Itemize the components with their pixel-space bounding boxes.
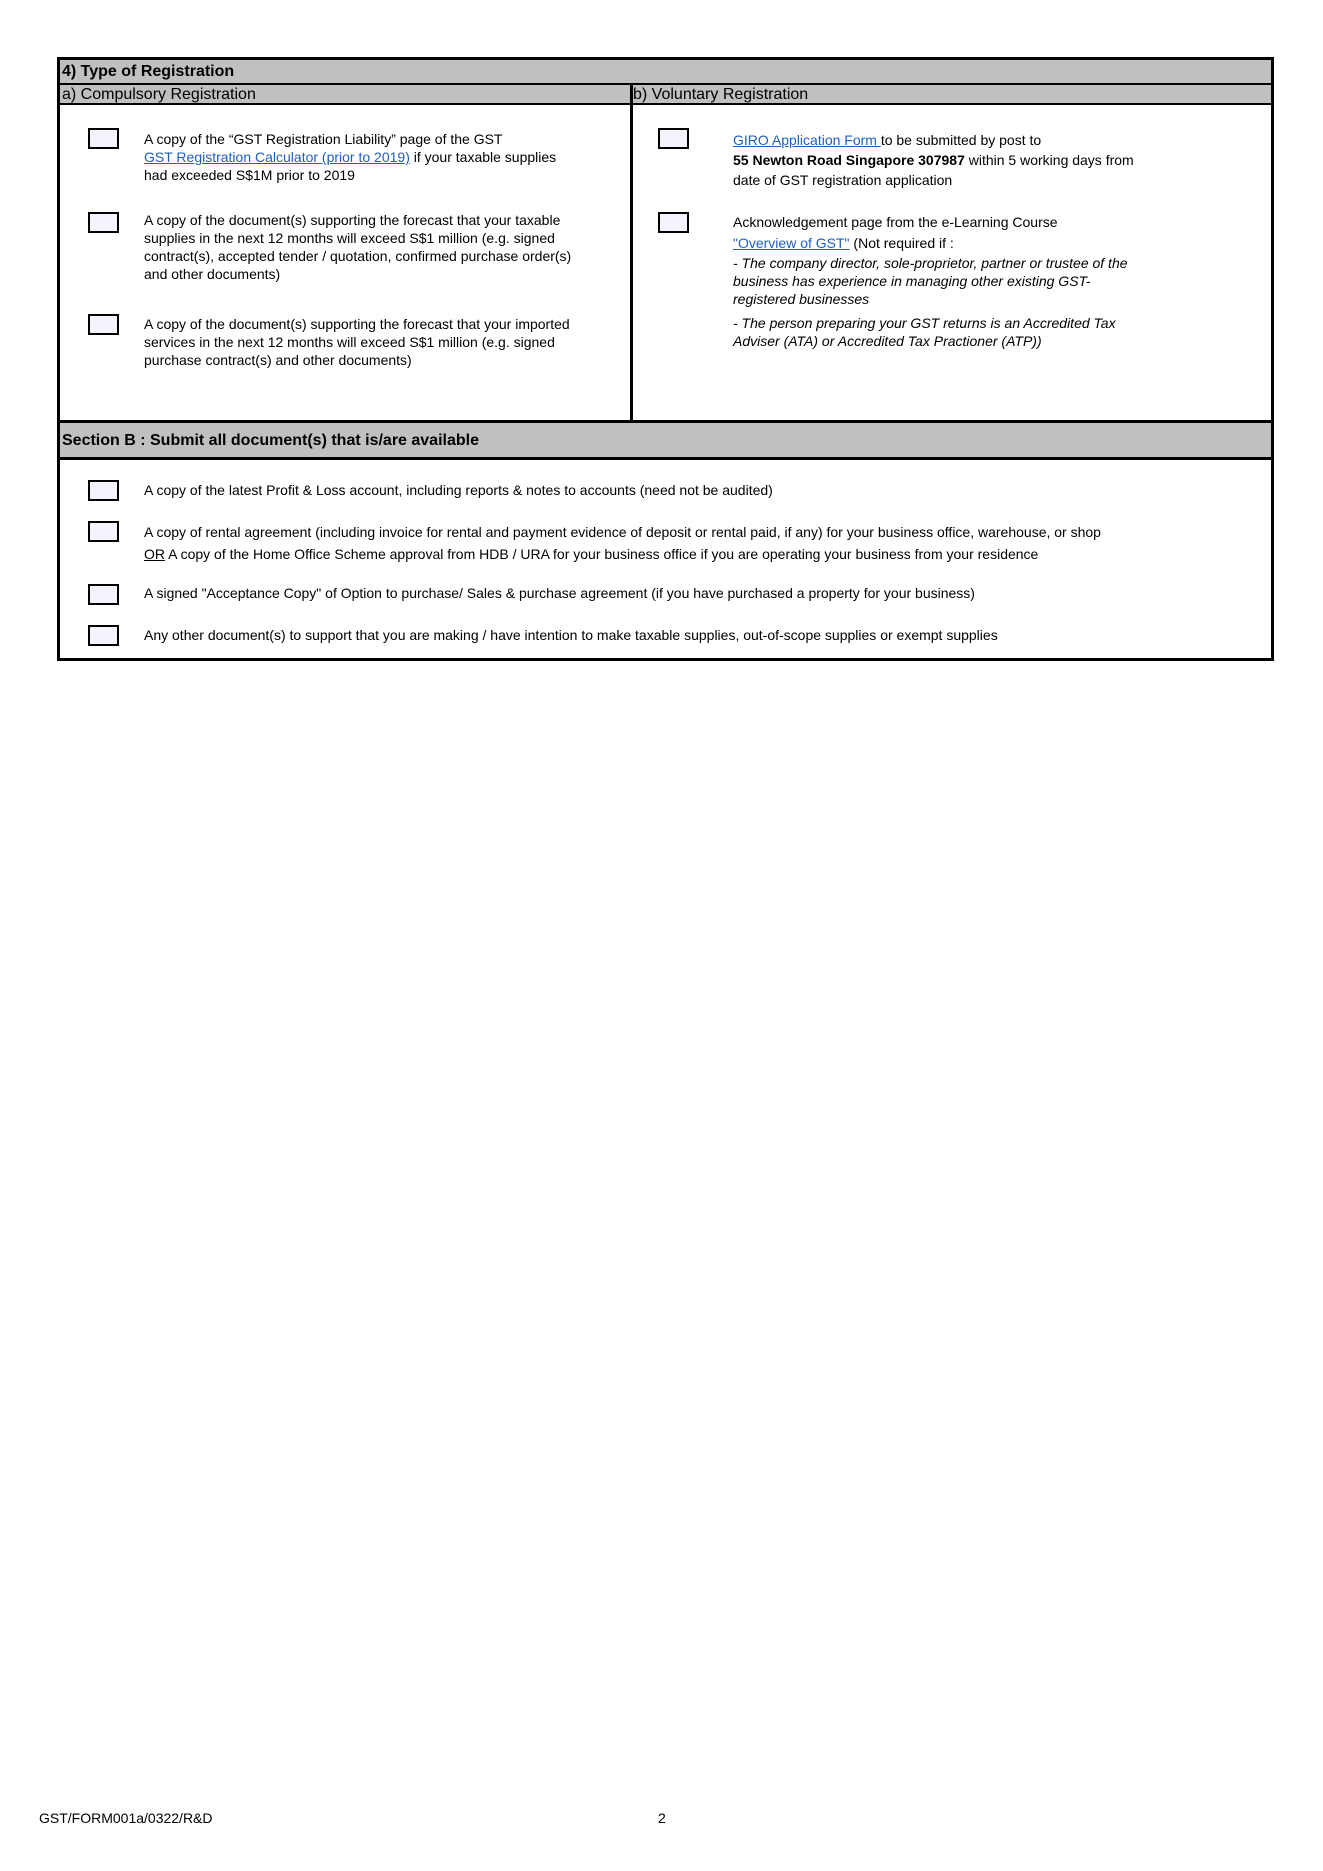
compulsory-item2-line2: supplies in the next 12 months will exceed S$1 million (e.g. signed: [144, 230, 555, 246]
section-b-item3-checkbox[interactable]: [88, 584, 119, 605]
voluntary-item2-text: [733, 213, 1243, 350]
compulsory-item1-line3: had exceeded S$1M prior to 2019: [144, 167, 355, 183]
gst-calculator-link[interactable]: GST Registration Calculator (prior to 2019): [144, 149, 410, 165]
compulsory-item2-checkbox[interactable]: [88, 212, 119, 233]
compulsory-item3-line3: purchase contract(s) and other documents): [144, 352, 412, 368]
section-b-item2-text: [144, 521, 1269, 565]
voluntary-item2-line1: Acknowledgement page from the e-Learning Course: [733, 214, 1058, 230]
section-4-header: [60, 60, 1271, 85]
voluntary-item1-line3: date of GST registration application: [733, 172, 953, 188]
section-b-item2-or: OR: [144, 546, 165, 562]
section-4-title: 4) Type of Registration: [62, 63, 235, 80]
column-divider: [630, 85, 633, 442]
section-b-item4-text: Any other document(s) to support that you are making / have intention to make taxable supplies, out-of-scope supplies or exempt supplies: [144, 627, 998, 643]
section-b-title: Section B : Submit all document(s) that is/are available: [62, 432, 479, 449]
registration-form-frame: [57, 57, 1274, 661]
compulsory-item2-line1: A copy of the document(s) supporting the forecast that your taxable: [144, 212, 561, 228]
compulsory-item1-checkbox[interactable]: [88, 128, 119, 149]
compulsory-item1-line1: A copy of the “GST Registration Liability” page of the GST: [144, 131, 503, 147]
compulsory-item3-line2: services in the next 12 months will exceed S$1 million (e.g. signed: [144, 334, 555, 350]
section-b-item2-checkbox[interactable]: [88, 521, 119, 542]
compulsory-item2-line3: contract(s), accepted tender / quotation, confirmed purchase order(s): [144, 248, 572, 264]
compulsory-item3-text: [144, 315, 614, 369]
compulsory-heading: a) Compulsory Registration: [62, 86, 256, 103]
compulsory-item3-line1: A copy of the document(s) supporting the forecast that your imported: [144, 316, 570, 332]
voluntary-note1-line1: - The company director, sole-proprietor, partner or trustee of the: [733, 255, 1128, 271]
section-b-item2-line2: A copy of the Home Office Scheme approval from HDB / URA for your business office if you are operating your business from your residence: [165, 546, 1039, 562]
giro-application-form-link[interactable]: GIRO Application Form: [733, 132, 881, 148]
section-b-header: [60, 420, 1271, 460]
form-code: GST/FORM001a/0322/R&D: [39, 1810, 213, 1826]
section-b-item4-checkbox[interactable]: [88, 625, 119, 646]
compulsory-item3-checkbox[interactable]: [88, 314, 119, 335]
voluntary-item1-text: [733, 130, 1243, 190]
section-b-item1-checkbox[interactable]: [88, 480, 119, 501]
compulsory-item1-text: [144, 130, 604, 184]
voluntary-note2-line1: - The person preparing your GST returns is an Accredited Tax: [733, 315, 1116, 331]
compulsory-item1-line2: if your taxable supplies: [409, 149, 557, 165]
registration-type-header-row: [60, 85, 1271, 105]
voluntary-note1-line3: registered businesses: [733, 291, 870, 307]
voluntary-item2-line2: (Not required if :: [849, 235, 954, 251]
section-b-item3-text: A signed "Acceptance Copy" of Option to purchase/ Sales & purchase agreement (if you have purchased a property for your business): [144, 585, 975, 601]
voluntary-item1-line2: within 5 working days from: [964, 152, 1134, 168]
section-b-item1-text: A copy of the latest Profit & Loss account, including reports & notes to accounts (need not be audited): [144, 482, 773, 498]
voluntary-item1-line1: to be submitted by post to: [880, 132, 1042, 148]
voluntary-item2-checkbox[interactable]: [658, 212, 689, 233]
page-number: 2: [658, 1810, 666, 1826]
voluntary-note2-line2: Adviser (ATA) or Accredited Tax Practioner (ATP)): [733, 333, 1042, 349]
voluntary-item1-checkbox[interactable]: [658, 128, 689, 149]
overview-of-gst-link[interactable]: "Overview of GST": [733, 235, 850, 251]
voluntary-note1-line2: business has experience in managing other existing GST-: [733, 273, 1091, 289]
section-b-item2-line1: A copy of rental agreement (including invoice for rental and payment evidence of deposit or rental paid, if any) for your business office, warehouse, or shop: [144, 524, 1101, 540]
compulsory-item2-text: [144, 211, 614, 283]
iras-address: 55 Newton Road Singapore 307987: [733, 152, 965, 168]
voluntary-heading: b) Voluntary Registration: [633, 86, 809, 103]
compulsory-item2-line4: and other documents): [144, 266, 281, 282]
